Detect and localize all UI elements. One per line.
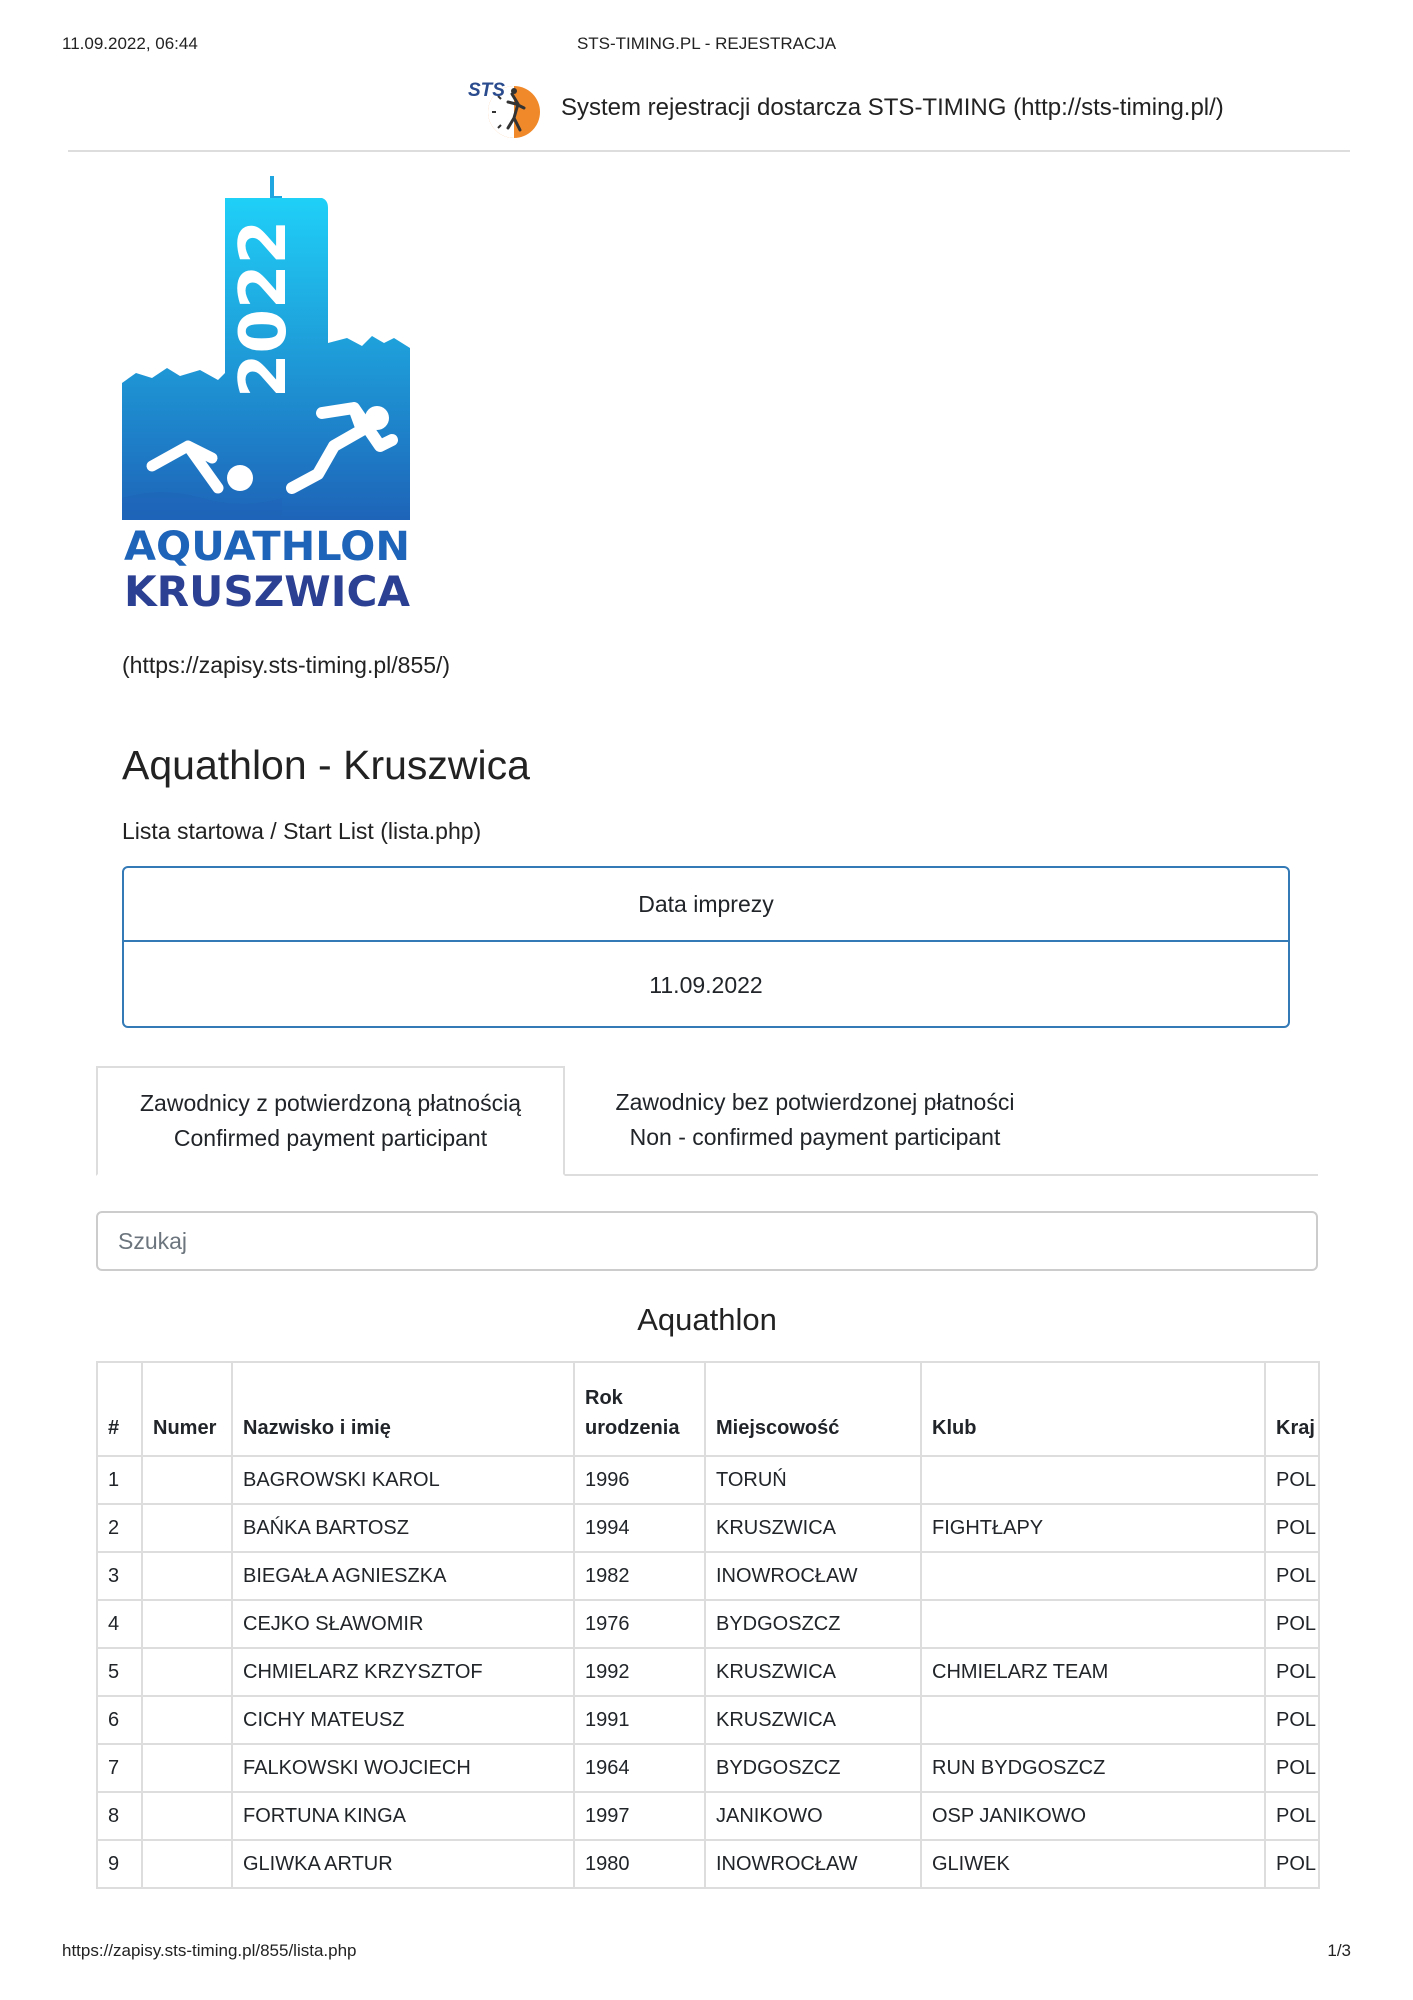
cell-country: POL: [1265, 1648, 1319, 1696]
print-footer-url: https://zapisy.sts-timing.pl/855/lista.php: [62, 1941, 357, 1960]
cell-numer: [142, 1840, 232, 1888]
cell-index: 5: [97, 1648, 142, 1696]
cell-club: [921, 1696, 1265, 1744]
cell-club: CHMIELARZ TEAM: [921, 1648, 1265, 1696]
cell-birth-year: 1991: [574, 1696, 705, 1744]
svg-text:AQUATHLON: AQUATHLON: [124, 524, 410, 570]
cell-index: 4: [97, 1600, 142, 1648]
cell-country: POL: [1265, 1504, 1319, 1552]
event-logo: [122, 168, 412, 614]
cell-club: [921, 1552, 1265, 1600]
cell-index: 3: [97, 1552, 142, 1600]
cell-index: 7: [97, 1744, 142, 1792]
cell-name: FORTUNA KINGA: [232, 1792, 574, 1840]
cell-index: 9: [97, 1840, 142, 1888]
participant-tabs: [96, 1066, 1318, 1176]
print-page-number: 1/3: [1327, 1941, 1351, 1960]
cell-city: KRUSZWICA: [705, 1504, 921, 1552]
page-subtitle: Lista startowa / Start List (lista.php): [122, 818, 482, 844]
sts-banner: [0, 70, 1413, 150]
table-title: Aquathlon: [637, 1302, 777, 1337]
cell-club: [921, 1456, 1265, 1504]
cell-name: BAŃKA BARTOSZ: [232, 1504, 574, 1552]
cell-numer: [142, 1504, 232, 1552]
print-header: [62, 34, 1351, 58]
cell-birth-year: 1992: [574, 1648, 705, 1696]
col-header-country[interactable]: Kraj: [1265, 1362, 1319, 1456]
cell-city: INOWROCŁAW: [705, 1840, 921, 1888]
cell-country: POL: [1265, 1792, 1319, 1840]
cell-club: [921, 1600, 1265, 1648]
table-row: [97, 1600, 1319, 1648]
cell-city: JANIKOWO: [705, 1792, 921, 1840]
cell-name: GLIWKA ARTUR: [232, 1840, 574, 1888]
cell-country: POL: [1265, 1456, 1319, 1504]
cell-country: POL: [1265, 1696, 1319, 1744]
tab-unconfirmed-label-pl: Zawodnicy bez potwierdzonej płatności: [615, 1089, 1015, 1115]
cell-birth-year: 1996: [574, 1456, 705, 1504]
event-link[interactable]: (https://zapisy.sts-timing.pl/855/): [122, 652, 451, 678]
cell-numer: [142, 1648, 232, 1696]
print-page-title: STS-TIMING.PL - REJESTRACJA: [576, 34, 837, 53]
cell-index: 6: [97, 1696, 142, 1744]
sts-banner-text[interactable]: System rejestracji dostarcza STS-TIMING (http://sts-timing.pl/): [561, 94, 1224, 121]
table-row: [97, 1504, 1319, 1552]
cell-numer: [142, 1600, 232, 1648]
col-header-city[interactable]: Miejscowość: [705, 1362, 921, 1456]
table-row: [97, 1648, 1319, 1696]
col-header-name[interactable]: Nazwisko i imię: [232, 1362, 574, 1456]
col-header-numer[interactable]: Numer: [142, 1362, 232, 1456]
cell-birth-year: 1964: [574, 1744, 705, 1792]
cell-club: OSP JANIKOWO: [921, 1792, 1265, 1840]
col-header-birth-year[interactable]: [574, 1362, 705, 1456]
cell-name: CEJKO SŁAWOMIR: [232, 1600, 574, 1648]
svg-text:KRUSZWICA: KRUSZWICA: [124, 567, 411, 614]
table-header-row: [97, 1362, 1319, 1456]
cell-index: 8: [97, 1792, 142, 1840]
cell-index: 2: [97, 1504, 142, 1552]
col-header-club[interactable]: Klub: [921, 1362, 1265, 1456]
cell-city: KRUSZWICA: [705, 1696, 921, 1744]
table-row: [97, 1792, 1319, 1840]
event-date-card: [122, 866, 1290, 1028]
print-datetime: 11.09.2022, 06:44: [62, 34, 198, 53]
cell-city: TORUŃ: [705, 1456, 921, 1504]
event-date-value: 11.09.2022: [649, 971, 763, 998]
sts-logo-icon[interactable]: [468, 74, 540, 146]
cell-city: BYDGOSZCZ: [705, 1600, 921, 1648]
cell-city: INOWROCŁAW: [705, 1552, 921, 1600]
cell-numer: [142, 1456, 232, 1504]
svg-text:2022: 2022: [227, 219, 301, 398]
cell-name: CHMIELARZ KRZYSZTOF: [232, 1648, 574, 1696]
cell-numer: [142, 1792, 232, 1840]
cell-index: 1: [97, 1456, 142, 1504]
cell-name: FALKOWSKI WOJCIECH: [232, 1744, 574, 1792]
table-row: [97, 1696, 1319, 1744]
cell-country: POL: [1265, 1744, 1319, 1792]
print-footer: [62, 1941, 1351, 1961]
table-row: [97, 1744, 1319, 1792]
cell-name: BAGROWSKI KAROL: [232, 1456, 574, 1504]
cell-name: CICHY MATEUSZ: [232, 1696, 574, 1744]
tab-confirmed-label-pl: Zawodnicy z potwierdzoną płatnością: [140, 1090, 521, 1116]
tab-confirmed-payment[interactable]: [96, 1066, 565, 1176]
start-list-table: [96, 1361, 1320, 1889]
col-header-birth-year-line2: urodzenia: [585, 1417, 680, 1439]
cell-city: KRUSZWICA: [705, 1648, 921, 1696]
cell-name: BIEGAŁA AGNIESZKA: [232, 1552, 574, 1600]
event-date-header: Data imprezy: [124, 868, 1288, 942]
table-row: [97, 1552, 1319, 1600]
page-title: Aquathlon - Kruszwica: [122, 742, 530, 788]
cell-numer: [142, 1696, 232, 1744]
cell-country: POL: [1265, 1600, 1319, 1648]
svg-text:STS: STS: [468, 80, 505, 101]
table-row: [97, 1840, 1319, 1888]
cell-birth-year: 1976: [574, 1600, 705, 1648]
col-header-birth-year-line1: Rok: [585, 1387, 623, 1409]
cell-club: GLIWEK: [921, 1840, 1265, 1888]
cell-birth-year: 1997: [574, 1792, 705, 1840]
cell-city: BYDGOSZCZ: [705, 1744, 921, 1792]
tab-unconfirmed-label-en: Non - confirmed payment participant: [629, 1124, 1001, 1150]
cell-birth-year: 1982: [574, 1552, 705, 1600]
cell-birth-year: 1980: [574, 1840, 705, 1888]
cell-country: POL: [1265, 1552, 1319, 1600]
col-header-index[interactable]: #: [97, 1362, 142, 1456]
cell-club: RUN BYDGOSZCZ: [921, 1744, 1265, 1792]
cell-numer: [142, 1744, 232, 1792]
search-input[interactable]: [96, 1211, 1318, 1271]
cell-club: FIGHTŁAPY: [921, 1504, 1265, 1552]
header-divider: [68, 150, 1350, 152]
cell-numer: [142, 1552, 232, 1600]
cell-country: POL: [1265, 1840, 1319, 1888]
tab-unconfirmed-payment[interactable]: [565, 1066, 1065, 1174]
cell-birth-year: 1994: [574, 1504, 705, 1552]
table-row: [97, 1456, 1319, 1504]
tab-confirmed-label-en: Confirmed payment participant: [173, 1125, 488, 1151]
